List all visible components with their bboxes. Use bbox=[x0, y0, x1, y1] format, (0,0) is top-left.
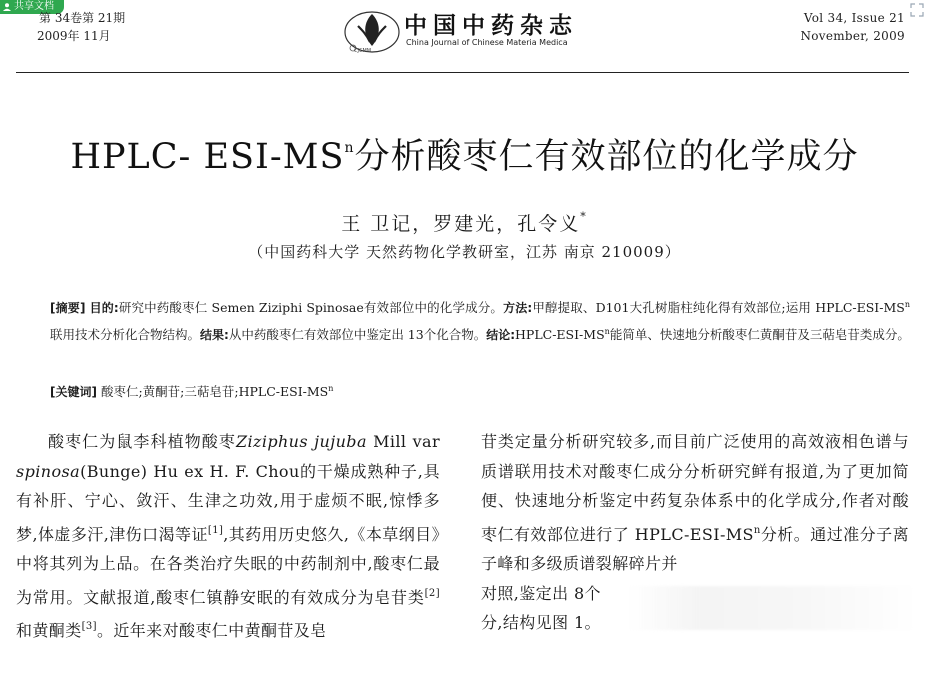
result-text: 从中药酸枣仁有效部位中鉴定出 13个化合物。 bbox=[228, 327, 487, 343]
journal-emblem-icon bbox=[340, 4, 404, 56]
volume-en: Vol 34, Issue 21 bbox=[803, 11, 905, 25]
method-label: 方法: bbox=[503, 301, 533, 316]
title-method: HPLC- ESI-MS bbox=[70, 137, 345, 177]
body-right-t2: 分析。通过准分子离子峰和多级质谱裂解碎片并 bbox=[481, 524, 909, 573]
citation-1[interactable]: [1] bbox=[207, 524, 224, 536]
method-text: 甲醇提取、D101大孔树脂柱纯化得有效部位;运用 HPLC-ESI-MS bbox=[532, 300, 905, 316]
result-label: 结果: bbox=[200, 328, 229, 343]
article-title bbox=[0, 126, 929, 179]
body-left-t3: (Bunge) Hu ex H. F. Chou的干燥成熟种子,具有补肝、宁心、敛汗、生津之功效,用于虚烦不眠,惊悸多梦,体虚多汗,津伤口渴等证 bbox=[16, 461, 440, 544]
body-right-t1: 苷类定量分析研究较多,而目前广泛使用的高效液相色谱与质谱联用技术对酸枣仁成分分析研究鲜有报道,为了更加简便、快速地分析鉴定中药复杂体系中的化学成分,作者对酸枣仁有效部位进行了 HPLC-ESI-MS bbox=[481, 432, 909, 544]
body-right-sup: n bbox=[753, 524, 761, 536]
header-rule bbox=[16, 72, 909, 73]
author-names: 王 卫记，罗建光，孔令义 bbox=[341, 213, 581, 235]
conclusion-text: HPLC-ESI-MS bbox=[515, 327, 605, 343]
body-column-left bbox=[16, 427, 440, 646]
conclusion-label: 结论: bbox=[486, 328, 516, 343]
journal-title-en: China Journal of Chinese Materia Medica bbox=[406, 38, 568, 47]
keywords-label: [关键词] bbox=[50, 385, 97, 400]
body-left-t1: 酸枣仁为鼠李科植物酸枣 bbox=[48, 432, 236, 451]
objective-label: 目的: bbox=[89, 301, 119, 316]
body-right-t4: 分,结构见图 1。 bbox=[481, 613, 601, 632]
affiliation: （中国药科大学 天然药物化学教研室，江苏 南京 210009） bbox=[248, 243, 681, 261]
abstract-label: [摘要] bbox=[50, 301, 86, 316]
objective-text: 研究中药酸枣仁 Semen Ziziphi Spinosae有效部位中的化学成分。 bbox=[118, 300, 504, 316]
body-right-t3: 对照,鉴定出 8个 bbox=[481, 583, 601, 603]
date-cn: 2009年 11月 bbox=[37, 29, 111, 43]
person-icon bbox=[3, 3, 11, 11]
title-superscript: n bbox=[344, 140, 355, 156]
conclusion-text-2: 能简单、快速地分析酸枣仁黄酮苷及三萜皂苷类成分。 bbox=[609, 327, 910, 343]
header-right bbox=[800, 9, 905, 45]
method-text-2: 联用技术分析化合物结构。 bbox=[50, 327, 201, 343]
title-cn: 分析酸枣仁有效部位的化学成分 bbox=[354, 137, 859, 177]
method-sup: n bbox=[904, 300, 910, 309]
logo-mark: CJCMM bbox=[354, 48, 372, 54]
volume-cn: 第 34卷第 21期 bbox=[39, 11, 126, 25]
conclusion-sup: n bbox=[604, 327, 610, 337]
header-left bbox=[37, 9, 125, 45]
expand-icon[interactable] bbox=[909, 2, 925, 18]
journal-title-cn: 中国中药杂志 bbox=[404, 12, 578, 39]
journal-logo bbox=[340, 4, 590, 56]
date-en: November, 2009 bbox=[800, 29, 905, 43]
body-left-t5: 和黄酮类 bbox=[16, 621, 82, 640]
preview-fade-mask bbox=[628, 586, 918, 630]
authors bbox=[0, 204, 929, 237]
citation-3[interactable]: [3] bbox=[81, 621, 97, 632]
share-doc-label: 共享文档 bbox=[14, 1, 54, 12]
latin-name-1: Ziziphus jujuba bbox=[235, 432, 367, 451]
keywords bbox=[50, 378, 333, 403]
abstract bbox=[14, 293, 910, 347]
body-left-t2: Mill var bbox=[366, 432, 440, 451]
keywords-text: 酸枣仁;黄酮苷;三萜皂苷;HPLC-ESI-MS bbox=[100, 384, 329, 400]
body-left-t4: ,其药用历史悠久,《本草纲目》中将其列为上品。在各类治疗失眠的中药制剂中,酸枣仁最为常用。文献报道,酸枣仁镇静安眠的有效成分为皂苷类 bbox=[16, 524, 440, 607]
keywords-sup: n bbox=[328, 384, 334, 393]
corresponding-mark: * bbox=[580, 210, 588, 223]
citation-2[interactable]: [2] bbox=[424, 587, 440, 599]
latin-name-2: spinosa bbox=[16, 461, 81, 481]
body-left-t6: 。近年来对酸枣仁中黄酮苷及皂 bbox=[96, 621, 327, 640]
